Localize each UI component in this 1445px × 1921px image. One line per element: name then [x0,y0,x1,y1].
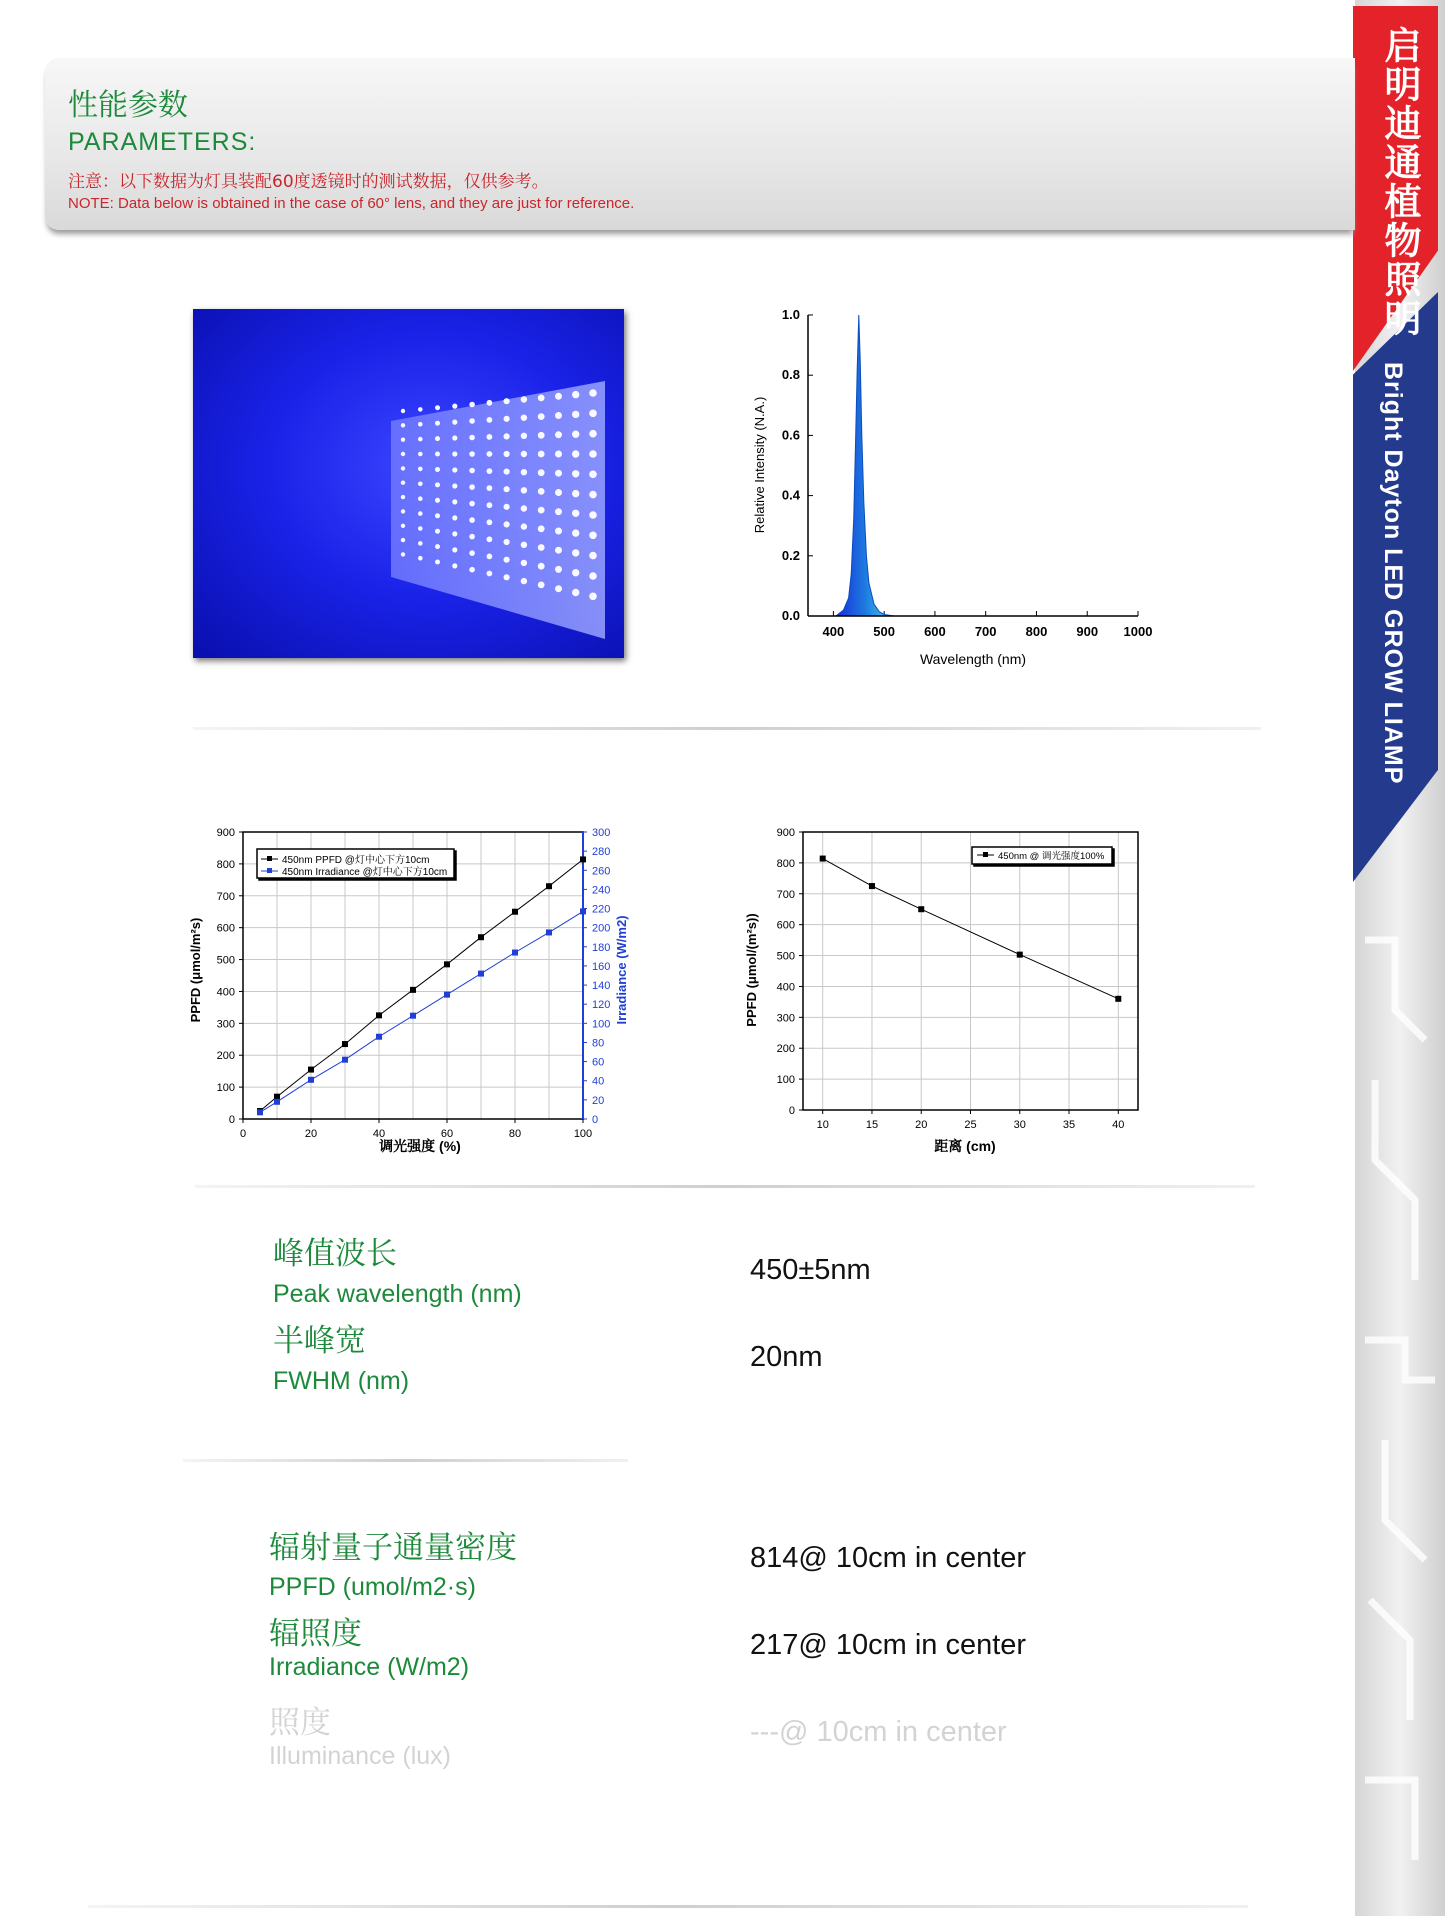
led-dot [538,507,545,514]
distance-x-tick-label: 30 [1013,1119,1026,1131]
irradiance-value: 217@ 10cm in center [750,1629,1027,1661]
led-dot [487,417,493,423]
led-dot [538,563,545,570]
spectrum-x-tick-label: 900 [1076,624,1099,639]
dimming-y2-tick-label: 0 [592,1114,599,1126]
dimming-legend-irradiance: 450nm Irradiance @灯中心下方10cm [282,867,448,878]
spectrum-y-tick-label: 0.4 [781,487,800,503]
note-en: NOTE: Data below is obtained in the case of 60° lens, and they are just for reference. [68,195,635,212]
led-dot [504,451,510,457]
led-dot [435,405,440,410]
led-dot [452,547,457,552]
fwhm-label-cn: 半峰宽 [273,1323,366,1359]
led-dot [435,421,440,426]
section-title-en: PARAMETERS: [68,128,257,156]
dimming-y2-tick-label: 180 [592,941,611,954]
distance-y-tick-label: 400 [776,981,795,994]
distance-x-tick-label: 35 [1062,1119,1076,1131]
led-dot [555,451,562,458]
distance-x-tick-label: 25 [964,1119,977,1131]
dimming-data-point [274,1094,280,1100]
led-dot [435,467,440,472]
ppfd-label-en: PPFD (umol/m2·s) [269,1573,476,1601]
dimming-y-tick-label: 0 [228,1114,235,1126]
section-title-cn: 性能参数 [68,88,188,123]
led-dot [452,483,457,488]
led-dot [572,470,579,477]
led-dot [469,435,475,441]
led-dot [435,513,440,518]
dimming-data-point [546,883,552,889]
distance-data-point [1017,952,1023,958]
led-dot [452,467,457,472]
dimming-y-tick-label: 900 [216,827,235,839]
illuminance-value: ---@ 10cm in center [750,1716,1007,1748]
fwhm-label-en: FWHM (nm) [273,1367,410,1395]
led-dot [435,529,440,534]
dimming-y-tick-label: 500 [216,954,235,967]
led-dot [452,404,457,409]
distance-data-point [1115,996,1121,1002]
led-dot [589,593,597,601]
dimming-y-tick-label: 200 [216,1050,235,1063]
dimming-y-tick-label: 300 [216,1018,235,1031]
led-dot [589,471,597,479]
led-dot [487,536,493,542]
led-dot [504,433,510,439]
led-dot [538,432,545,439]
led-dot [435,544,440,549]
ppfd-label-cn: 辐射量子通量密度 [269,1530,517,1566]
distance-y-tick-label: 0 [788,1105,795,1117]
distance-y-tick-label: 500 [776,950,795,963]
dimming-data-point [444,961,450,967]
dimming-data-point [512,909,518,915]
led-dot [572,391,579,398]
ppfd-value: 814@ 10cm in center [750,1542,1027,1574]
dimming-x-label: 调光强度 (%) [379,1138,461,1154]
spectrum-y-tick-label: 0.8 [781,367,800,383]
led-dot [538,469,545,476]
led-dot [435,560,440,565]
led-dot [435,498,440,503]
distance-x-tick-label: 10 [816,1119,829,1131]
led-dot [572,490,579,497]
led-dot [418,422,423,427]
led-dot [418,467,423,472]
led-dot [589,491,597,499]
dimming-y2-tick-label: 60 [592,1056,605,1069]
led-dot [538,395,545,402]
led-dot [487,400,493,406]
distance-y-tick-label: 700 [776,888,795,901]
led-dot [418,496,423,501]
led-dot [469,550,475,556]
led-dot [521,560,527,566]
led-dot [538,525,545,532]
led-dot [521,451,527,457]
led-dot [401,538,405,542]
peak-wavelength-value: 450±5nm [750,1254,871,1286]
peak-wavelength-label-en: Peak wavelength (nm) [273,1280,522,1308]
led-dot [418,407,423,412]
dimming-y2-tick-label: 280 [592,846,611,859]
spectrum-y-tick-label: 1.0 [781,307,800,322]
led-dot [572,549,579,556]
led-dot [452,499,457,504]
dimming-y-tick-label: 100 [216,1082,235,1095]
dimming-y2-tick-label: 20 [592,1094,605,1107]
led-dot [487,485,493,491]
led-dot [401,423,405,427]
led-dot [469,501,475,507]
led-dot [555,470,562,477]
led-dot [521,469,527,475]
dimming-y2-tick-label: 300 [592,827,611,839]
spectrum-y-tick-label: 0.6 [781,427,800,443]
distance-data-point [869,883,875,889]
fwhm-value: 20nm [750,1341,823,1373]
dimming-y2-tick-label: 80 [592,1037,605,1050]
led-dot [572,510,579,517]
led-dot [538,544,545,551]
led-dot [504,398,510,404]
dimming-data-point [546,929,552,935]
dimming-chart [180,815,650,1175]
led-dot [521,542,527,548]
led-dot [469,484,475,490]
dimming-data-point [580,856,586,862]
distance-x-label: 距离 (cm) [934,1138,996,1154]
distance-chart [740,815,1160,1175]
dimming-data-point [342,1057,348,1063]
spectrum-y-tick-label: 0.0 [781,608,800,623]
led-dot [555,393,562,400]
dimming-x-tick-label: 100 [573,1128,593,1140]
note-cn: 注意：以下数据为灯具装配60度透镜时的测试数据，仅供参考。 [68,172,549,192]
led-dot [572,431,579,438]
distance-data-point [820,856,826,862]
led-dot [418,452,423,457]
led-dot [487,451,493,457]
led-dot [452,420,457,425]
led-dot [555,412,562,419]
led-dot [487,468,493,474]
dimming-data-point [376,1034,382,1040]
led-dot [521,415,527,421]
led-dot [589,410,597,418]
distance-y-tick-label: 200 [776,1043,795,1056]
blue-led-panel-photo [193,309,624,658]
dimming-legend-ppfd: 450nm PPFD @灯中心下方10cm [282,855,430,866]
led-dot [572,411,579,418]
led-dot [521,505,527,511]
spectrum-x-tick-label: 1000 [1123,624,1153,639]
dimming-data-point [410,1013,416,1019]
divider-1 [193,727,1261,730]
led-dot [401,552,405,556]
spectrum-area [836,315,894,616]
led-dot [487,502,493,508]
led-dot [521,396,527,402]
led-dot [435,482,440,487]
distance-y-tick-label: 900 [776,827,795,839]
dimming-data-point [257,1109,263,1115]
illuminance-label-en: Illuminance (lux) [269,1742,452,1770]
led-dot [401,466,405,470]
distance-y-tick-label: 300 [776,1012,795,1025]
led-dot [521,578,527,584]
distance-y-label: PPFD (μmol/(m²s)) [744,913,759,1027]
irradiance-label-cn: 辐照度 [269,1616,362,1652]
led-dot [504,486,510,492]
led-dot [555,585,562,592]
dimming-y2-tick-label: 160 [592,960,611,973]
led-dot [589,572,597,580]
led-dot [418,511,423,516]
led-dot [538,488,545,495]
led-dot [469,517,475,523]
dimming-x-tick-label: 60 [440,1128,454,1140]
led-dot [401,409,405,413]
led-dot [487,571,493,577]
led-dot [504,574,510,580]
led-dot [469,534,475,540]
led-dot [401,481,405,485]
led-dot [452,451,457,456]
dimming-y-tick-label: 800 [216,858,235,871]
led-dot [589,430,597,438]
led-dot [521,433,527,439]
led-dot [572,589,579,596]
dimming-y-tick-label: 700 [216,890,235,903]
distance-x-tick-label: 40 [1112,1119,1125,1131]
led-dot [572,529,579,536]
led-dot [469,402,475,408]
led-dot [538,582,545,589]
led-dot [504,539,510,545]
spectrum-chart [740,300,1160,670]
led-dot [504,521,510,527]
led-dot [418,526,423,531]
led-dot [589,450,597,458]
distance-y-tick-label: 800 [776,857,795,870]
led-dot [469,418,475,424]
led-dot [555,528,562,535]
spectrum-x-tick-label: 800 [1025,624,1048,639]
led-dot [521,523,527,529]
led-dot [401,452,405,456]
led-dot [487,434,493,440]
dimming-y2-tick-label: 260 [592,865,611,878]
distance-y-tick-label: 100 [776,1074,795,1087]
distance-y-tick-label: 600 [776,919,795,932]
dimming-y2-tick-label: 200 [592,922,611,935]
illuminance-label-cn: 照度 [269,1705,331,1741]
led-dot [572,450,579,457]
led-dot [504,504,510,510]
dimming-y-tick-label: 600 [216,922,235,935]
led-dot [469,468,475,474]
led-dot [487,554,493,560]
led-dot [469,567,475,573]
dimming-y2-tick-label: 140 [592,980,611,993]
led-dot [452,515,457,520]
divider-3 [183,1459,628,1462]
dimming-data-point [478,934,484,940]
led-dot [435,436,440,441]
led-dot [555,547,562,554]
spectrum-x-tick-label: 600 [924,624,946,639]
led-dot [487,519,493,525]
dimming-y2-label: Irradiance (W/m2) [614,915,629,1025]
dimming-y-label: PPFD (μmol/m²s) [188,917,203,1023]
dimming-data-point [478,971,484,977]
spectrum-x-tick-label: 500 [873,624,896,639]
spectrum-y-tick-label: 0.2 [781,547,800,563]
spectrum-x-tick-label: 400 [822,624,845,639]
led-dot [418,437,423,442]
dimming-y2-tick-label: 120 [592,999,611,1012]
led-dot [589,532,597,540]
led-dot [452,531,457,536]
dimming-y2-tick-label: 240 [592,884,611,897]
spectrum-y-label: Relative Intensity (N.A.) [752,396,767,534]
led-dot [589,511,597,519]
peak-wavelength-label-cn: 峰值波长 [273,1236,397,1272]
led-dot [418,556,423,561]
led-dot [435,452,440,457]
dimming-data-point [512,950,518,956]
led-dot [589,389,597,397]
led-dot [589,552,597,560]
irradiance-label-en: Irradiance (W/m2) [269,1653,470,1681]
dimming-data-point [342,1041,348,1047]
spectrum-x-label: Wavelength (nm) [919,651,1027,667]
led-dot [504,469,510,475]
dimming-series-line [260,859,583,1111]
led-dot [555,431,562,438]
led-dot [401,438,405,442]
divider-2 [195,1185,1255,1188]
dimming-data-point [444,992,450,998]
led-dot [538,413,545,420]
led-dot [504,557,510,563]
brand-name-en: Bright Dayton LED GROW LIAMP [1379,362,1407,785]
led-dot [538,451,545,458]
led-dot [504,416,510,422]
dimming-data-point [580,908,586,914]
led-dot [452,435,457,440]
led-dot [452,563,457,568]
led-dot [521,487,527,493]
distance-x-tick-label: 20 [915,1119,928,1131]
dimming-data-point [308,1077,314,1083]
dimming-x-tick-label: 80 [508,1128,522,1140]
led-dot [555,508,562,515]
dimming-x-tick-label: 20 [304,1128,318,1140]
spectrum-x-tick-label: 700 [974,624,997,639]
led-dot [401,509,405,513]
distance-legend-series: 450nm @ 调光强度100% [998,851,1105,862]
distance-x-tick-label: 15 [865,1119,879,1131]
led-dot [555,489,562,496]
dimming-y2-tick-label: 220 [592,903,611,916]
distance-data-point [918,906,924,912]
dimming-data-point [274,1099,280,1105]
led-dot [401,524,405,528]
led-dot [418,541,423,546]
divider-bottom [88,1905,1248,1908]
dimming-data-point [376,1012,382,1018]
led-dot [555,566,562,573]
brand-name-cn: 启明迪通植物照明 [1378,26,1421,338]
led-dot [469,451,475,457]
led-dot [418,482,423,487]
dimming-data-point [410,987,416,993]
led-dot [572,569,579,576]
dimming-y2-tick-label: 40 [592,1075,605,1088]
dimming-data-point [308,1067,314,1073]
dimming-x-tick-label: 0 [239,1128,247,1140]
dimming-y2-tick-label: 100 [592,1018,611,1031]
dimming-x-tick-label: 40 [372,1128,386,1140]
dimming-y-tick-label: 400 [216,986,235,999]
led-dot [401,495,405,499]
